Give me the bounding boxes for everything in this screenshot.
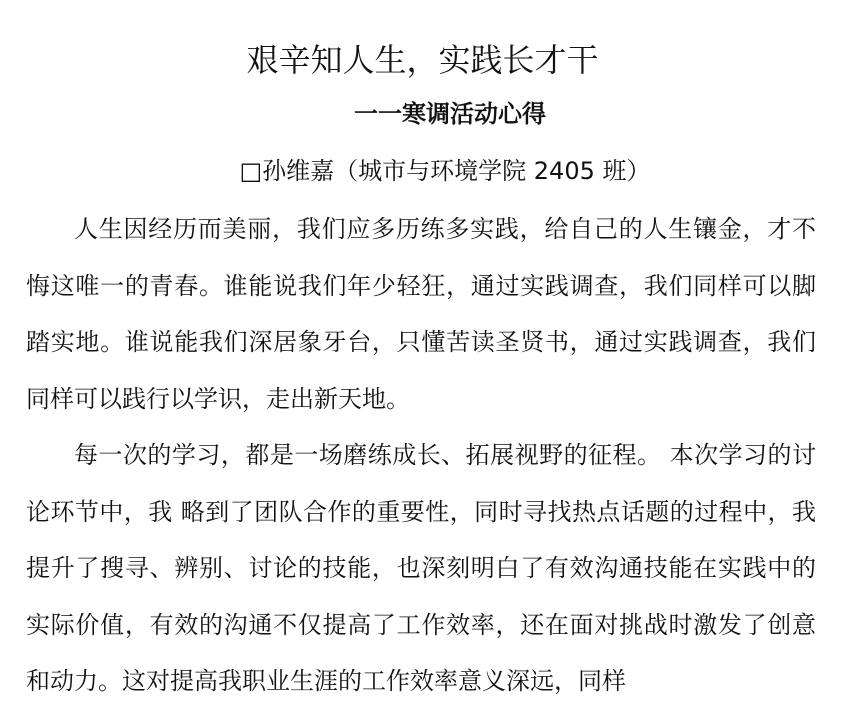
author-line: □孙维嘉（城市与环境学院 2405 班） <box>239 157 651 185</box>
paragraph: 人生因经历而美丽，我们应多历练多实践，给自己的人生镶金，才不悔这唯一的青春。谁能说我们年少轻狂，通过实践调查，我们同样可以脚踏实地。谁说能我们深居象牙台，只懂苦读圣贤书，通过实践调查，我们同样可以践行以学识，走出新天地。 <box>26 215 816 413</box>
document-title: 艰辛知人生，实践长才干 <box>246 41 599 79</box>
document-body <box>26 201 816 710</box>
document-subtitle: 一一寒调活动心得 <box>354 100 546 128</box>
paragraph: 每一次的学习，都是一场磨练成长、拓展视野的征程。 本次学习的讨论环节中，我 略到了团队合作的重要性，同时寻找热点话题的过程中，我提升了搜寻、辨别、讨论的技能，也深刻明白了有效沟通技能在实践中的实际价值，有效的沟通不仅提高了工作效率，还在面对挑战时激发了创意和动力。这对提高我职业生涯的工作效率意义深远，同样 <box>26 441 816 695</box>
